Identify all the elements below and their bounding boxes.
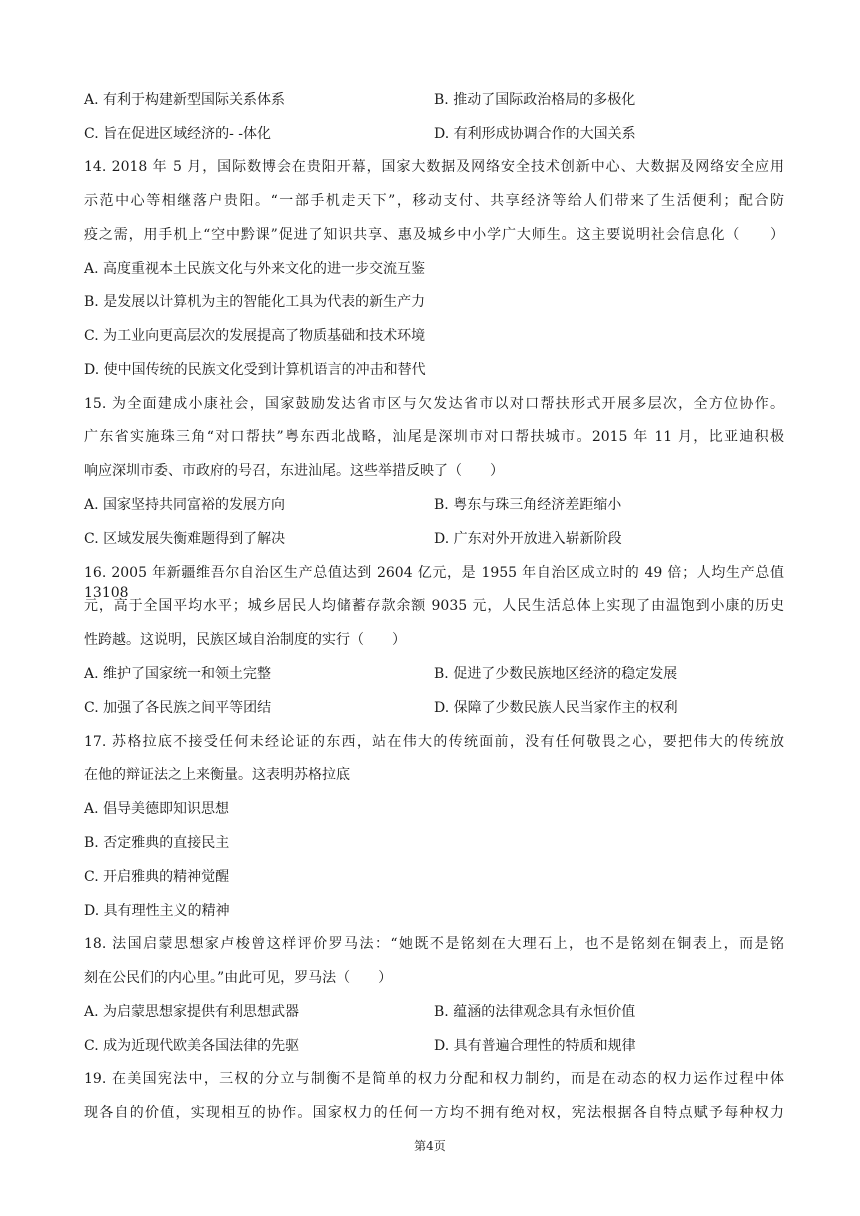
q16-option-b: B. 促进了少数民族地区经济的稳定发展 bbox=[434, 666, 678, 682]
q13-option-d: D. 有利形成协调合作的大国关系 bbox=[434, 126, 636, 142]
q17-stem-line-1: 17. 苏格拉底不接受任何未经论证的东西，站在伟大的传统面前，没有任何敬畏之心，要把伟大的传统放 bbox=[84, 734, 784, 750]
q18-stem-line-1: 18. 法国启蒙思想家卢梭曾这样评价罗马法：“她既不是铭刻在大理石上，也不是铭刻在铜表上，而是铭 bbox=[84, 936, 784, 952]
q16-option-d: D. 保障了少数民族人民当家作主的权利 bbox=[434, 700, 678, 716]
page-number: 第4页 bbox=[414, 1139, 446, 1153]
q18-option-c: C. 成为近现代欧美各国法律的先驱 bbox=[84, 1038, 300, 1054]
q17-option-d: D. 具有理性主义的精神 bbox=[84, 903, 230, 919]
q14-option-d: D. 使中国传统的民族文化受到计算机语言的冲击和替代 bbox=[84, 362, 426, 378]
q17-option-a: A. 倡导美德即知识思想 bbox=[84, 801, 230, 817]
q14-option-a: A. 高度重视本土民族文化与外来文化的进一步交流互鉴 bbox=[84, 261, 426, 277]
q14-option-b: B. 是发展以计算机为主的智能化工具为代表的新生产力 bbox=[84, 294, 426, 310]
q16-option-a: A. 维护了国家统一和领土完整 bbox=[84, 666, 272, 682]
q14-stem-line-2: 示范中心等相继落户贵阳。“一部手机走天下”，移动支付、共享经济等给人们带来了生活便利；配合防 bbox=[84, 193, 784, 209]
q13-option-b: B. 推动了国际政治格局的多极化 bbox=[434, 92, 636, 108]
q18-stem-line-2: 刻在公民们的内心里。”由此可见，罗马法（ ） bbox=[84, 970, 393, 986]
q13-option-a: A. 有利于构建新型国际关系体系 bbox=[84, 92, 286, 108]
q14-stem-line-1: 14. 2018 年 5 月，国际数博会在贵阳开幕，国家大数据及网络安全技术创新中心、大数据及网络安全应用 bbox=[84, 159, 784, 175]
q18-option-b: B. 蕴涵的法律观念具有永恒价值 bbox=[434, 1004, 636, 1020]
q15-option-c: C. 区域发展失衡难题得到了解决 bbox=[84, 531, 286, 547]
q19-stem-line-1: 19. 在美国宪法中，三权的分立与制衡不是简单的权力分配和权力制约，而是在动态的权力运作过程中体 bbox=[84, 1071, 784, 1087]
q15-option-b: B. 粤东与珠三角经济差距缩小 bbox=[434, 497, 622, 513]
q18-option-a: A. 为启蒙思想家提供有利思想武器 bbox=[84, 1004, 300, 1020]
q16-stem-line-1: 16. 2005 年新疆维吾尔自治区生产总值达到 2604 亿元，是 1955 年自治区成立时的 49 倍；人均生产总值 13108 bbox=[84, 565, 784, 601]
q15-option-a: A. 国家坚持共同富裕的发展方向 bbox=[84, 497, 286, 513]
q16-stem-line-2: 元，高于全国平均水平；城乡居民人均储蓄存款余额 9035 元，人民生活总体上实现了由温饱到小康的历史 bbox=[84, 598, 784, 614]
q16-option-c: C. 加强了各民族之间平等团结 bbox=[84, 700, 272, 716]
q18-option-d: D. 具有普遍合理性的特质和规律 bbox=[434, 1038, 636, 1054]
q15-stem-line-1: 15. 为全面建成小康社会，国家鼓励发达省市区与欠发达省市以对口帮扶形式开展多层次，全方位协作。 bbox=[84, 396, 784, 412]
q13-option-c: C. 旨在促进区域经济的- -体化 bbox=[84, 126, 272, 142]
q14-option-c: C. 为工业向更高层次的发展提高了物质基础和技术环境 bbox=[84, 328, 426, 344]
q17-option-b: B. 否定雅典的直接民主 bbox=[84, 835, 230, 851]
q17-option-c: C. 开启雅典的精神觉醒 bbox=[84, 869, 230, 885]
q14-stem-line-3: 疫之需，用手机上“空中黔课”促进了知识共享、惠及城乡中小学广大师生。这主要说明社会信息化（ ） bbox=[84, 227, 784, 243]
q16-stem-line-3: 性跨越。这说明，民族区域自治制度的实行（ ） bbox=[84, 632, 406, 648]
q15-option-d: D. 广东对外开放进入崭新阶段 bbox=[434, 531, 622, 547]
q19-stem-line-2: 现各自的价值，实现相互的协作。国家权力的任何一方均不拥有绝对权，宪法根据各自特点赋予每种权力 bbox=[84, 1105, 784, 1121]
q17-stem-line-2: 在他的辩证法之上来衡量。这表明苏格拉底 bbox=[84, 767, 350, 783]
q15-stem-line-3: 响应深圳市委、市政府的号召，东进汕尾。这些举措反映了（ ） bbox=[84, 463, 504, 479]
q15-stem-line-2: 广东省实施珠三角“对口帮扶”粤东西北战略，汕尾是深圳市对口帮扶城市。2015 年 11 月，比亚迪积极 bbox=[84, 429, 784, 445]
